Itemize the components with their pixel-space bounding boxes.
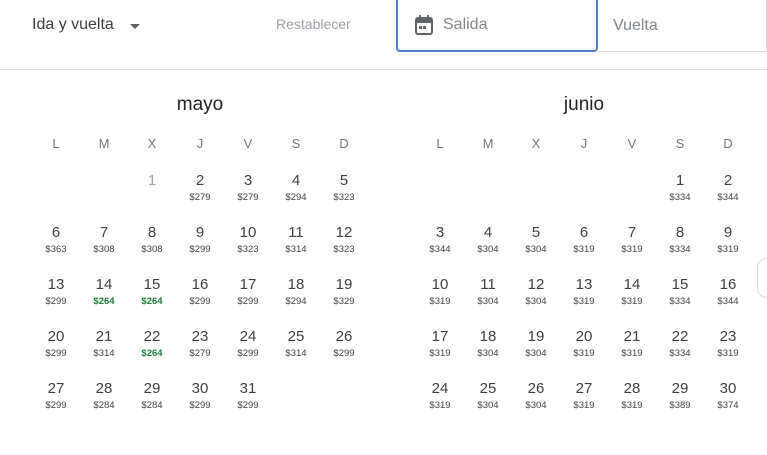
day-grid: [416, 172, 752, 432]
day-number: 17: [239, 276, 257, 293]
day-cell[interactable]: [512, 276, 560, 328]
day-cell[interactable]: [704, 172, 752, 224]
day-number: 1: [147, 172, 157, 189]
day-price: $334: [669, 296, 691, 307]
day-cell[interactable]: [176, 380, 224, 432]
day-cell[interactable]: [464, 380, 512, 432]
day-cell[interactable]: [416, 380, 464, 432]
weekday-label: S: [291, 136, 301, 151]
day-price: $319: [621, 400, 643, 411]
day-price: $334: [669, 244, 691, 255]
day-cell[interactable]: [560, 276, 608, 328]
day-grid: [32, 172, 368, 432]
departure-placeholder: Salida: [443, 16, 488, 33]
day-cell[interactable]: [128, 276, 176, 328]
day-number: 5: [339, 172, 349, 189]
day-cell[interactable]: [560, 380, 608, 432]
weekday-label: X: [147, 136, 157, 151]
day-number: 15: [143, 276, 161, 293]
day-number: 1: [675, 172, 685, 189]
day-cell[interactable]: [80, 276, 128, 328]
return-placeholder: Vuelta: [613, 16, 658, 34]
day-price: $308: [141, 244, 163, 255]
day-cell[interactable]: [32, 328, 80, 380]
day-price: $294: [285, 296, 307, 307]
day-number: 4: [291, 172, 301, 189]
day-price: $344: [717, 296, 739, 307]
day-price: $299: [45, 348, 67, 359]
day-cell[interactable]: [224, 276, 272, 328]
day-price: $323: [333, 192, 355, 203]
day-price: $319: [717, 348, 739, 359]
day-number: 28: [623, 380, 641, 397]
empty-day-cell: [560, 172, 608, 224]
day-price: $314: [93, 348, 115, 359]
day-number: 26: [335, 328, 353, 345]
day-price: $319: [573, 244, 595, 255]
day-number: 21: [623, 328, 641, 345]
weekday-label: D: [723, 136, 733, 151]
day-number: 9: [723, 224, 733, 241]
day-number: 27: [575, 380, 593, 397]
empty-day-cell: [512, 172, 560, 224]
day-cell[interactable]: [464, 224, 512, 276]
weekday-header: [416, 136, 752, 151]
weekday-label: D: [339, 136, 349, 151]
day-number: 16: [191, 276, 209, 293]
day-price: $319: [573, 400, 595, 411]
day-price: $319: [573, 348, 595, 359]
day-cell[interactable]: [704, 276, 752, 328]
day-number: 3: [243, 172, 253, 189]
day-cell[interactable]: [128, 380, 176, 432]
day-price: $344: [717, 192, 739, 203]
day-cell[interactable]: [704, 224, 752, 276]
day-number: 18: [479, 328, 497, 345]
day-number: 17: [431, 328, 449, 345]
day-cell[interactable]: [512, 328, 560, 380]
day-price: $319: [573, 296, 595, 307]
day-number: 14: [95, 276, 113, 293]
day-cell[interactable]: [176, 172, 224, 224]
day-price: $314: [285, 348, 307, 359]
day-number: 19: [335, 276, 353, 293]
day-cell[interactable]: [416, 328, 464, 380]
day-cell[interactable]: [32, 380, 80, 432]
day-cell[interactable]: [272, 172, 320, 224]
day-price: $279: [189, 348, 211, 359]
day-cell[interactable]: [176, 224, 224, 276]
day-number: 13: [575, 276, 593, 293]
day-cell[interactable]: [512, 380, 560, 432]
day-price: $314: [285, 244, 307, 255]
day-number: 8: [675, 224, 685, 241]
month-title: junio: [563, 94, 605, 115]
day-cell[interactable]: [560, 328, 608, 380]
day-cell[interactable]: [224, 380, 272, 432]
weekday-label: J: [196, 136, 204, 151]
trip-type-dropdown[interactable]: [32, 15, 140, 35]
calendar-icon: [415, 15, 433, 35]
day-price: $323: [237, 244, 259, 255]
day-price: $299: [189, 400, 211, 411]
day-cell[interactable]: [176, 328, 224, 380]
day-price: $344: [429, 244, 451, 255]
day-number: 30: [719, 380, 737, 397]
day-cell[interactable]: [320, 276, 368, 328]
day-number: 6: [51, 224, 61, 241]
day-price: $304: [477, 296, 499, 307]
day-number: 20: [47, 328, 65, 345]
day-number: 16: [719, 276, 737, 293]
day-price: $319: [429, 348, 451, 359]
day-price: $334: [669, 348, 691, 359]
weekday-label: X: [531, 136, 541, 151]
day-cell[interactable]: [32, 224, 80, 276]
day-price: $284: [141, 400, 163, 411]
day-price: $304: [525, 348, 547, 359]
day-price: $279: [189, 192, 211, 203]
weekday-label: J: [580, 136, 588, 151]
day-number: 24: [239, 328, 257, 345]
day-number: 29: [671, 380, 689, 397]
day-price: $308: [93, 244, 115, 255]
weekday-label: V: [627, 136, 637, 151]
day-number: 18: [287, 276, 305, 293]
trip-type-label: Ida y vuelta: [32, 16, 114, 33]
day-price: $299: [237, 296, 259, 307]
day-cell[interactable]: [512, 224, 560, 276]
day-price: $304: [525, 400, 547, 411]
day-number: 14: [623, 276, 641, 293]
day-cell[interactable]: [320, 224, 368, 276]
day-number: 30: [191, 380, 209, 397]
day-cell[interactable]: [608, 276, 656, 328]
day-price: $319: [621, 348, 643, 359]
day-price: $299: [237, 348, 259, 359]
day-cell[interactable]: [272, 276, 320, 328]
day-number: 7: [99, 224, 109, 241]
day-number: 4: [483, 224, 493, 241]
departure-date-field[interactable]: [396, 0, 598, 52]
day-price: $299: [45, 400, 67, 411]
day-cell: [128, 172, 176, 224]
month-title: mayo: [176, 94, 224, 115]
day-number: 21: [95, 328, 113, 345]
day-price: $319: [621, 296, 643, 307]
day-number: 12: [527, 276, 545, 293]
day-cell[interactable]: [704, 328, 752, 380]
day-price: $284: [93, 400, 115, 411]
day-cell[interactable]: [80, 380, 128, 432]
day-cell[interactable]: [128, 224, 176, 276]
day-cell[interactable]: [416, 276, 464, 328]
empty-day-cell: [32, 172, 80, 224]
day-price: $304: [525, 296, 547, 307]
day-price: $319: [429, 296, 451, 307]
day-price: $319: [429, 400, 451, 411]
day-number: 12: [335, 224, 353, 241]
day-cell[interactable]: [128, 328, 176, 380]
day-number: 26: [527, 380, 545, 397]
weekday-header: [32, 136, 368, 151]
weekday-label: M: [482, 136, 494, 151]
day-cell[interactable]: [656, 328, 704, 380]
day-number: 25: [479, 380, 497, 397]
weekday-label: S: [675, 136, 685, 151]
day-cell[interactable]: [224, 224, 272, 276]
day-price: $319: [621, 244, 643, 255]
day-cell[interactable]: [704, 380, 752, 432]
day-number: 9: [195, 224, 205, 241]
day-number: 22: [671, 328, 689, 345]
day-number: 2: [723, 172, 733, 189]
day-price: $329: [333, 296, 355, 307]
day-number: 19: [527, 328, 545, 345]
day-cell[interactable]: [656, 380, 704, 432]
day-number: 6: [579, 224, 589, 241]
chevron-down-icon: [130, 24, 140, 29]
day-number: 13: [47, 276, 65, 293]
day-number: 24: [431, 380, 449, 397]
weekday-label: M: [98, 136, 110, 151]
date-picker-header: [0, 0, 767, 70]
day-cell[interactable]: [80, 224, 128, 276]
day-cell[interactable]: [224, 328, 272, 380]
day-price: $264: [141, 296, 163, 307]
day-cell[interactable]: [320, 328, 368, 380]
day-cell[interactable]: [560, 224, 608, 276]
day-number: 31: [239, 380, 257, 397]
day-cell[interactable]: [176, 276, 224, 328]
day-price: $304: [477, 348, 499, 359]
day-cell[interactable]: [608, 224, 656, 276]
day-number: 23: [719, 328, 737, 345]
day-cell[interactable]: [32, 276, 80, 328]
day-number: 11: [480, 276, 496, 293]
day-cell[interactable]: [320, 172, 368, 224]
day-number: 8: [147, 224, 157, 241]
day-price: $299: [189, 244, 211, 255]
day-price: $304: [525, 244, 547, 255]
day-price: $299: [45, 296, 67, 307]
day-number: 22: [143, 328, 161, 345]
day-number: 20: [575, 328, 593, 345]
weekday-label: L: [52, 136, 60, 151]
day-price: $304: [477, 400, 499, 411]
day-number: 23: [191, 328, 209, 345]
day-number: 2: [195, 172, 205, 189]
weekday-label: L: [436, 136, 444, 151]
day-price: $294: [285, 192, 307, 203]
day-cell[interactable]: [608, 328, 656, 380]
day-price: $323: [333, 244, 355, 255]
day-number: 11: [288, 224, 304, 241]
day-price: $389: [669, 400, 691, 411]
day-price: $304: [477, 244, 499, 255]
day-cell[interactable]: [464, 328, 512, 380]
day-number: 27: [47, 380, 65, 397]
return-date-field[interactable]: [598, 0, 767, 52]
day-cell[interactable]: [656, 172, 704, 224]
day-price: $363: [45, 244, 67, 255]
day-price: $279: [237, 192, 259, 203]
empty-day-cell: [80, 172, 128, 224]
day-cell[interactable]: [272, 328, 320, 380]
day-number: 10: [239, 224, 257, 241]
day-price: $319: [717, 244, 739, 255]
empty-day-cell: [464, 172, 512, 224]
reset-button[interactable]: Restablecer: [276, 16, 351, 32]
day-cell[interactable]: [80, 328, 128, 380]
scroll-next-button[interactable]: [757, 258, 767, 298]
day-cell[interactable]: [416, 224, 464, 276]
day-cell[interactable]: [656, 276, 704, 328]
weekday-label: V: [243, 136, 253, 151]
day-price: $374: [717, 400, 739, 411]
day-cell[interactable]: [224, 172, 272, 224]
day-price: $264: [141, 348, 163, 359]
day-number: 25: [287, 328, 305, 345]
day-price: $334: [669, 192, 691, 203]
day-number: 29: [143, 380, 161, 397]
day-number: 5: [531, 224, 541, 241]
day-cell[interactable]: [608, 380, 656, 432]
day-price: $264: [93, 296, 115, 307]
day-price: $299: [189, 296, 211, 307]
day-number: 3: [435, 224, 445, 241]
day-cell[interactable]: [272, 224, 320, 276]
day-cell[interactable]: [464, 276, 512, 328]
day-number: 7: [627, 224, 637, 241]
day-price: $299: [333, 348, 355, 359]
day-cell[interactable]: [656, 224, 704, 276]
empty-day-cell: [416, 172, 464, 224]
day-price: $299: [237, 400, 259, 411]
day-number: 15: [671, 276, 689, 293]
empty-day-cell: [608, 172, 656, 224]
day-number: 28: [95, 380, 113, 397]
day-number: 10: [431, 276, 449, 293]
